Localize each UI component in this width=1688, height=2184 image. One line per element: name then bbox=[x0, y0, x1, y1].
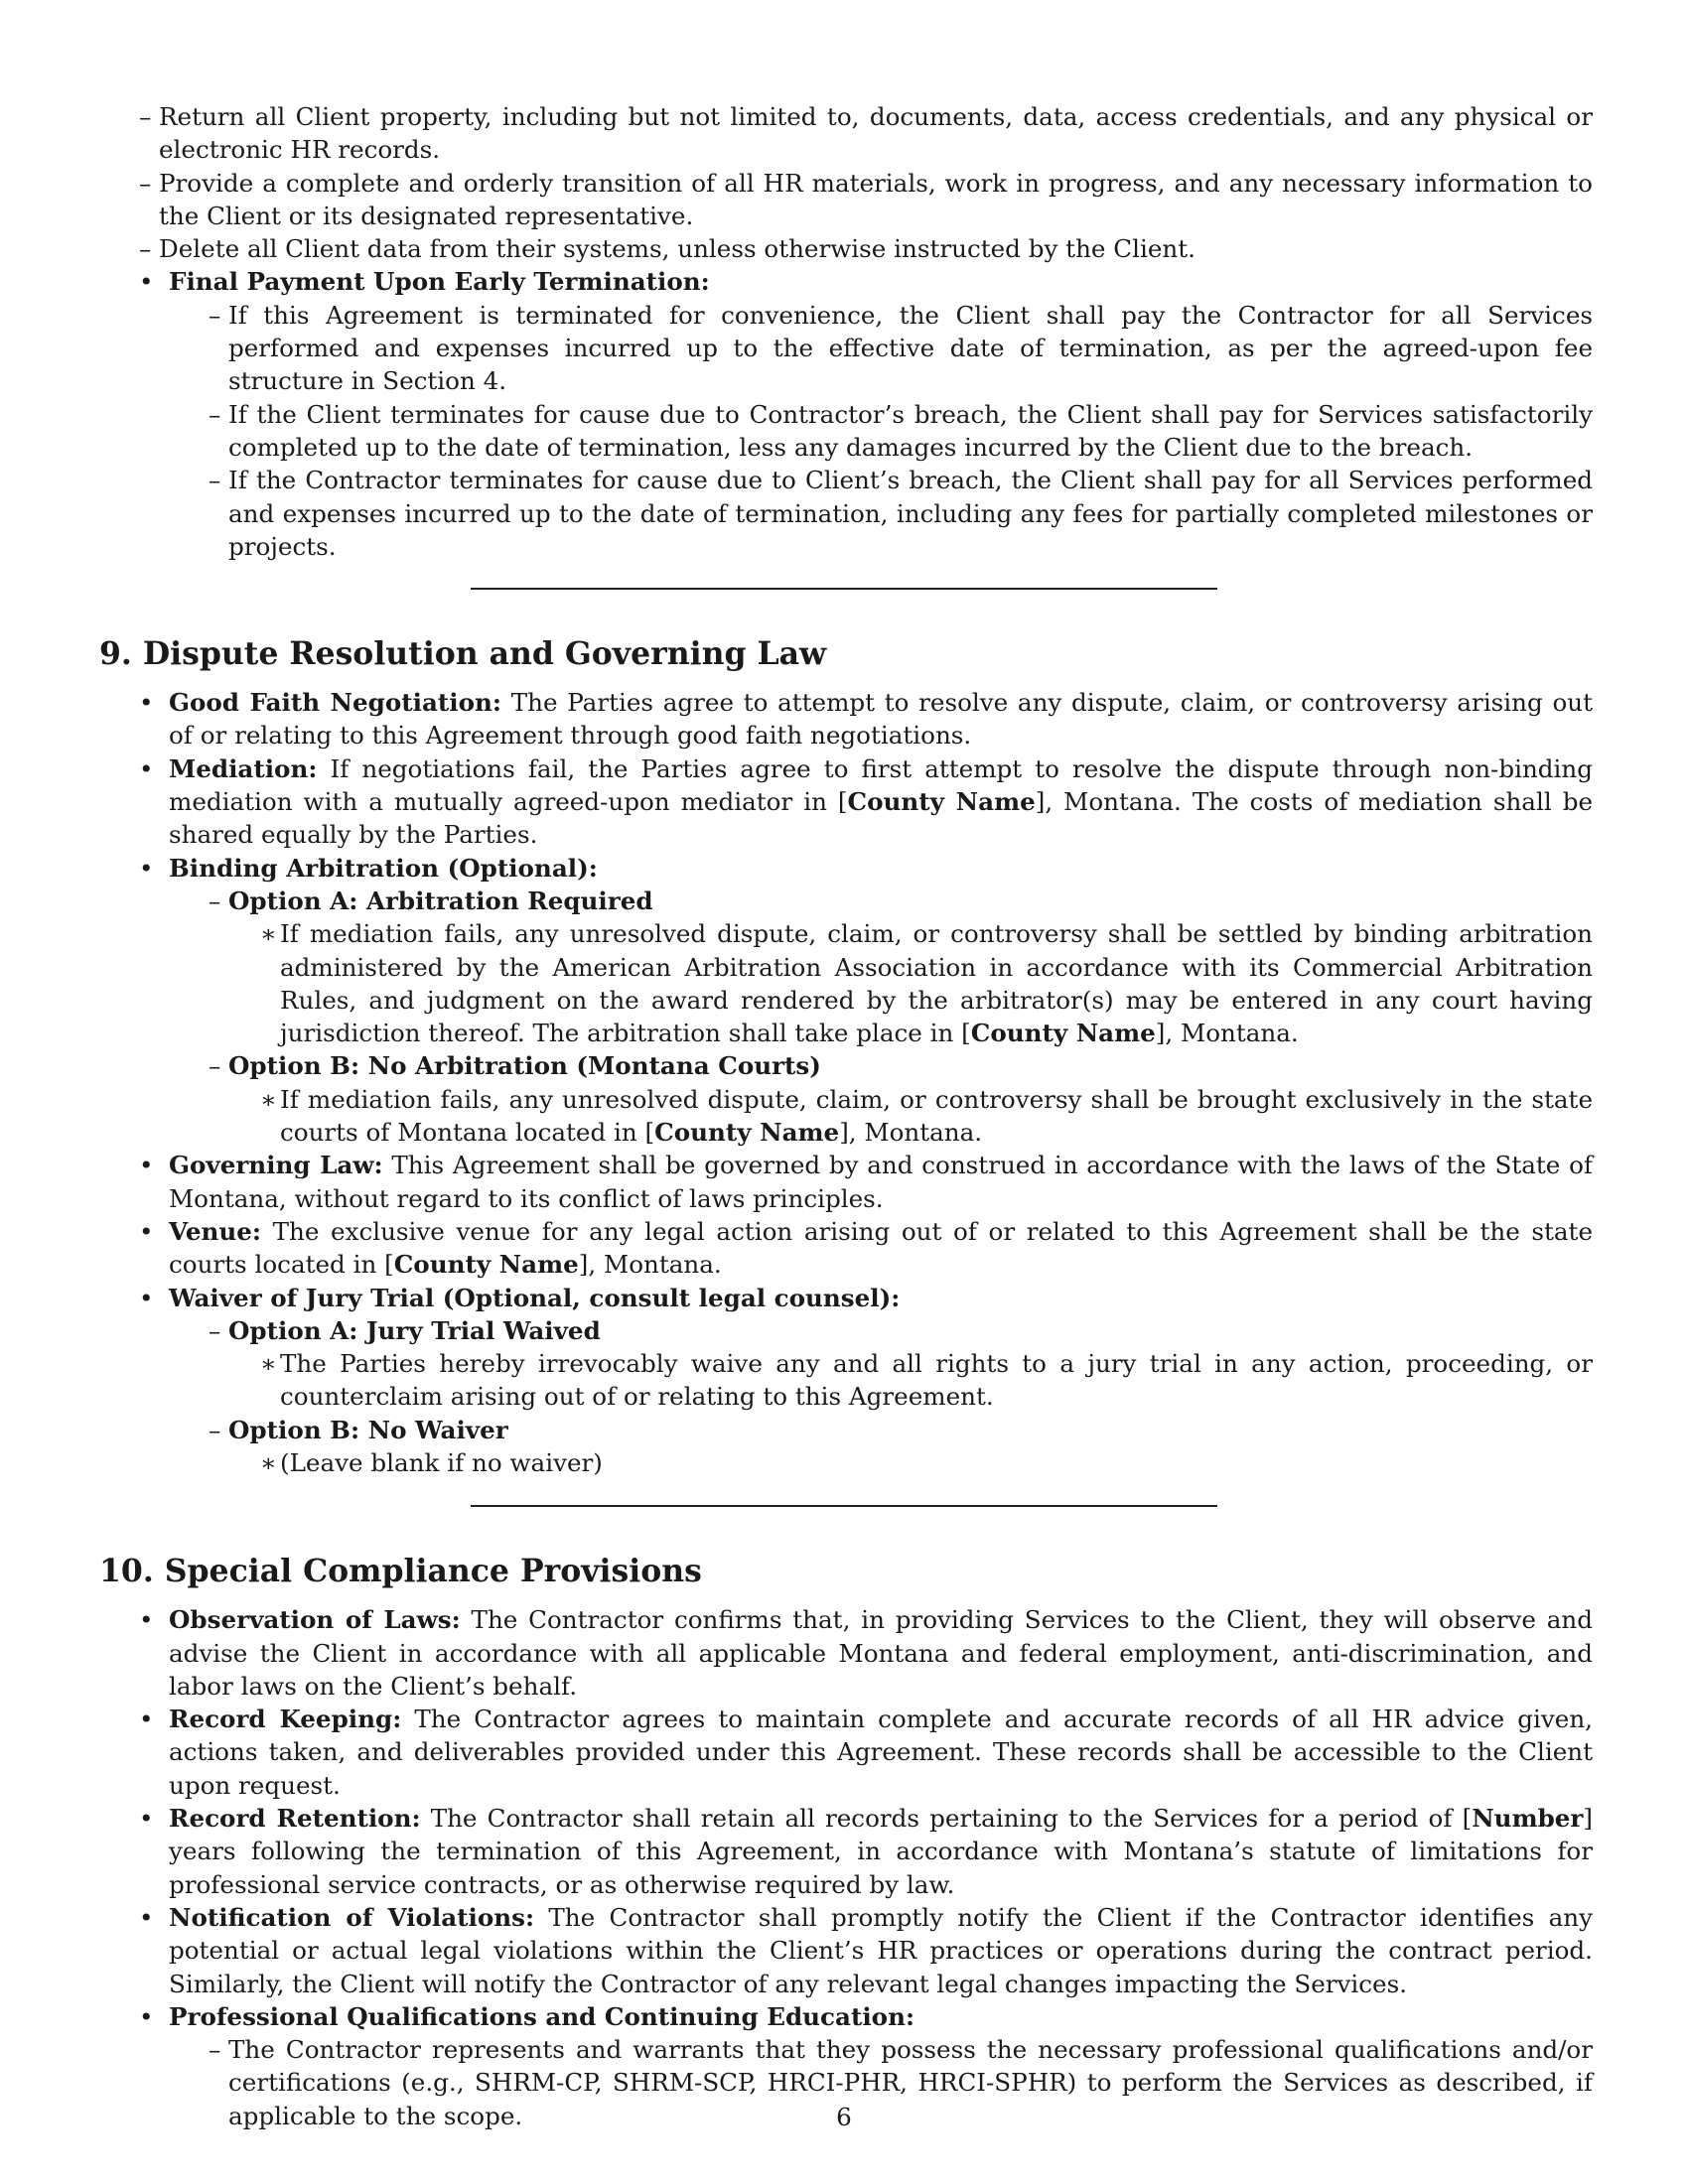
list-item: – If the Client terminates for cause due to Contractor’s breach, the Client shall pay for Services satisfactorily completed up to the date of termination, less any damages incurred by the Client due to the breach. bbox=[169, 398, 1593, 465]
section-divider bbox=[471, 1505, 1217, 1507]
item-text: If mediation fails, any unresolved dispute, claim, or controversy shall be brought exclusively in the state courts of Montana located in [ bbox=[280, 1084, 1593, 1148]
good-faith-item bbox=[99, 686, 1593, 752]
list-item bbox=[228, 1083, 1593, 1150]
list-item bbox=[228, 917, 1593, 1049]
county-placeholder: County Name bbox=[654, 1118, 840, 1148]
item-text: ], Montana. bbox=[1155, 1019, 1299, 1048]
notification-item bbox=[99, 1901, 1593, 2000]
arbitration-item bbox=[99, 852, 1593, 1150]
list-item: – The Contractor represents and warrants that they possess the necessary professional qualifications and/or certifications (e.g., SHRM-CP, SHRM-SCP, HRCI-PHR, HRCI-SPHR) to perform the Services as described, if applicable to the scope. bbox=[169, 2033, 1593, 2132]
item-text: The Contractor shall retain all records pertaining to the Services for a period of [ bbox=[420, 1804, 1473, 1834]
item-text: ], Montana. bbox=[839, 1118, 983, 1148]
option-label: Option B: No Arbitration (Montana Courts) bbox=[228, 1051, 821, 1081]
county-placeholder: County Name bbox=[847, 787, 1036, 817]
jury-waiver-item bbox=[99, 1282, 1593, 1480]
item-text: ], Montana. bbox=[578, 1250, 722, 1280]
section-10-heading: 10. Special Compliance Provisions bbox=[99, 1553, 702, 1590]
list-item: ∗ The Parties hereby irrevocably waive any and all rights to a jury trial in any action, proceeding, or counterclaim arising out of or relating to this Agreement. bbox=[228, 1347, 1593, 1414]
option-label: Option B: No Waiver bbox=[228, 1415, 508, 1444]
observation-item bbox=[99, 1603, 1593, 1703]
list-item: – Delete all Client data from their systems, unless otherwise instructed by the Client. bbox=[99, 232, 1593, 265]
item-label: Binding Arbitration (Optional): bbox=[169, 853, 598, 883]
item-label: Record Keeping: bbox=[169, 1705, 402, 1734]
item-text: ], Montana. The costs of mediation shall be shared equally by the Parties. bbox=[169, 787, 1594, 850]
mediation-item bbox=[99, 752, 1593, 852]
item-text: The exclusive venue for any legal action arising out of or related to this Agreement shall be the state courts located in [ bbox=[169, 1216, 1593, 1280]
item-label: Governing Law: bbox=[169, 1151, 383, 1180]
item-label: Venue: bbox=[169, 1216, 261, 1246]
jury-option-b-details bbox=[228, 1446, 1593, 1479]
record-keeping-item bbox=[99, 1703, 1593, 1802]
jury-option-b bbox=[169, 1414, 1593, 1480]
item-label: Waiver of Jury Trial (Optional, consult legal counsel): bbox=[169, 1283, 901, 1312]
list-item: – If this Agreement is terminated for convenience, the Client shall pay the Contractor for all Services performed and expenses incurred up to the effective date of termination, as per the agreed-upon fee structure in Section 4. bbox=[169, 299, 1593, 398]
termination-obligations-list bbox=[99, 100, 1593, 265]
arbitration-option-a bbox=[169, 885, 1593, 1049]
jury-option-a bbox=[169, 1314, 1593, 1414]
item-text: The Contractor agrees to maintain complete and accurate records of all HR advice given, actions taken, and deliverables provided under this Agreement. These records shall be accessible to the Client upon request. bbox=[169, 1705, 1593, 1800]
item-text: The Parties agree to attempt to resolve any dispute, claim, or controversy arising out of or relating to this Agreement through good faith negotiations. bbox=[169, 688, 1593, 751]
jury-option-a-details bbox=[228, 1347, 1593, 1414]
option-b-details bbox=[228, 1083, 1593, 1150]
option-label: Option A: Jury Trial Waived bbox=[228, 1315, 601, 1345]
item-text: ] years following the termination of this Agreement, in accordance with Montana’s statute of limitations for professional service contracts, or as otherwise required by law. bbox=[169, 1804, 1593, 1899]
governing-law-item bbox=[99, 1149, 1593, 1215]
item-label: Observation of Laws: bbox=[169, 1605, 461, 1635]
list-item: – Provide a complete and orderly transition of all HR materials, work in progress, and any necessary information to the Client or its designated representative. bbox=[99, 167, 1593, 233]
number-placeholder: Number bbox=[1472, 1804, 1584, 1834]
item-text: This Agreement shall be governed by and construed in accordance with the laws of the State of Montana, without regard to its conflict of laws principles. bbox=[169, 1151, 1593, 1213]
record-retention-item bbox=[99, 1802, 1593, 1901]
item-text: The Contractor shall promptly notify the Client if the Contractor identifies any potential or actual legal violations within the Client’s HR practices or operations during the contract period. Similarly, the Client will notify the Contractor of any relevant legal changes impacting the Services. bbox=[169, 1902, 1593, 1998]
item-text: The Contractor confirms that, in providing Services to the Client, they will observe and advise the Client in accordance with all applicable Montana and federal employment, anti-discrimination, and labor laws on the Client’s behalf. bbox=[169, 1605, 1593, 1701]
option-a-details bbox=[228, 917, 1593, 1049]
arbitration-options bbox=[169, 885, 1593, 1149]
final-payment-item bbox=[99, 265, 1593, 563]
arbitration-option-b bbox=[169, 1049, 1593, 1149]
item-label: Notification of Violations: bbox=[169, 1902, 535, 1932]
item-label: Good Faith Negotiation: bbox=[169, 688, 501, 718]
item-label: Record Retention: bbox=[169, 1804, 421, 1834]
item-text: If negotiations fail, the Parties agree to first attempt to resolve the dispute through non-binding mediation with a mutually agreed-upon mediator in [ bbox=[169, 753, 1593, 817]
section-divider bbox=[471, 588, 1217, 590]
list-item: – If the Contractor terminates for cause due to Client’s breach, the Client shall pay for all Services performed and expenses incurred up to the date of termination, including any fees for partially completed milestones or projects. bbox=[169, 464, 1593, 563]
section-9-list bbox=[99, 686, 1593, 1479]
page-content bbox=[99, 100, 1593, 2132]
option-label: Option A: Arbitration Required bbox=[228, 886, 653, 915]
venue-item bbox=[99, 1215, 1593, 1282]
item-label: Professional Qualifications and Continuing Education: bbox=[169, 2001, 915, 2031]
item-text: If mediation fails, any unresolved dispute, claim, or controversy shall be settled by binding arbitration administered by the American Arbitration Association in accordance with its Commercial Arbitration Rules, and judgment on the award rendered by the arbitrator(s) may be entered in any court having jurisdiction thereof. The arbitration shall take place in [ bbox=[280, 919, 1593, 1048]
item-label: Mediation: bbox=[169, 753, 318, 783]
list-item: – Return all Client property, including but not limited to, documents, data, access credentials, and any physical or electronic HR records. bbox=[99, 100, 1593, 167]
county-placeholder: County Name bbox=[970, 1019, 1156, 1048]
item-label: Final Payment Upon Early Termination: bbox=[169, 267, 710, 297]
jury-options bbox=[169, 1314, 1593, 1479]
county-placeholder: County Name bbox=[393, 1250, 579, 1280]
list-item: ∗ (Leave blank if no waiver) bbox=[228, 1446, 1593, 1479]
section-9-heading: 9. Dispute Resolution and Governing Law bbox=[99, 635, 827, 673]
page-number: 6 bbox=[836, 2103, 852, 2131]
final-payment-subitems bbox=[169, 299, 1593, 563]
section-10-list bbox=[99, 1603, 1593, 2132]
final-payment-list bbox=[99, 265, 1593, 563]
